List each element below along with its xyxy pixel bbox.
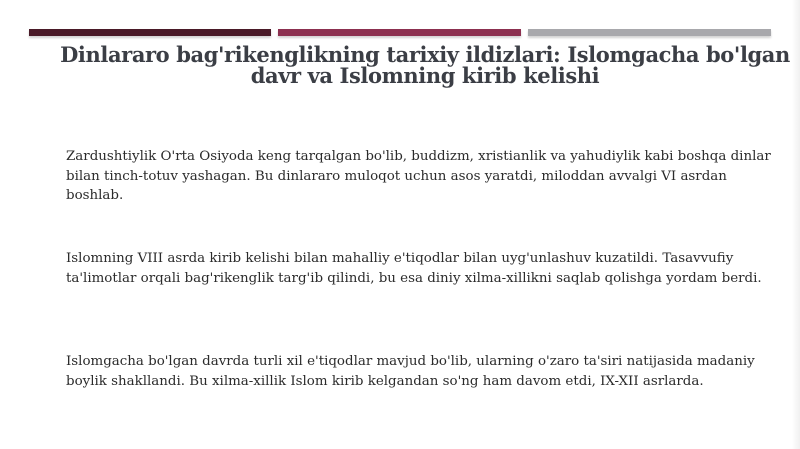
accent-bar-gray [528, 29, 771, 36]
accent-bar-crimson [278, 29, 521, 36]
paragraph-pre-islamic-diversity: Islomgacha bo'lgan davrda turli xil e'tiqodlar mavjud bo'lib, ularning o'zaro ta'siri natijasida madaniy boylik shakllandi. Bu xilma-xillik Islom kirib kelgandan so'ng ham davom etdi, IX-XII asrlarda. [66, 354, 755, 389]
slide-title: Dinlararo bag'rikenglikning tarixiy ildizlari: Islomgacha bo'lgan davr va Islomning kirib kelishi [60, 42, 790, 88]
accent-bar-dark [29, 29, 271, 36]
paragraph-zoroastrianism: Zardushtiylik O'rta Osiyoda keng tarqalgan bo'lib, buddizm, xristianlik va yahudiylik kabi boshqa dinlar bilan tinch-totuv yashagan. Bu dinlararo muloqot uchun asos yaratdi, miloddan avvalgi VI asrdan boshlab. [66, 149, 771, 203]
slide-edge-shadow [792, 0, 800, 449]
paragraph-islam-arrival: Islomning VIII asrda kirib kelishi bilan mahalliy e'tiqodlar bilan uyg'unlashuv kuzatildi. Tasavvufiy ta'limotlar orqali bag'rikenglik targ'ib qilindi, bu esa diniy xilma-xillikni saqlab qolishga yordam berdi. [66, 251, 762, 286]
